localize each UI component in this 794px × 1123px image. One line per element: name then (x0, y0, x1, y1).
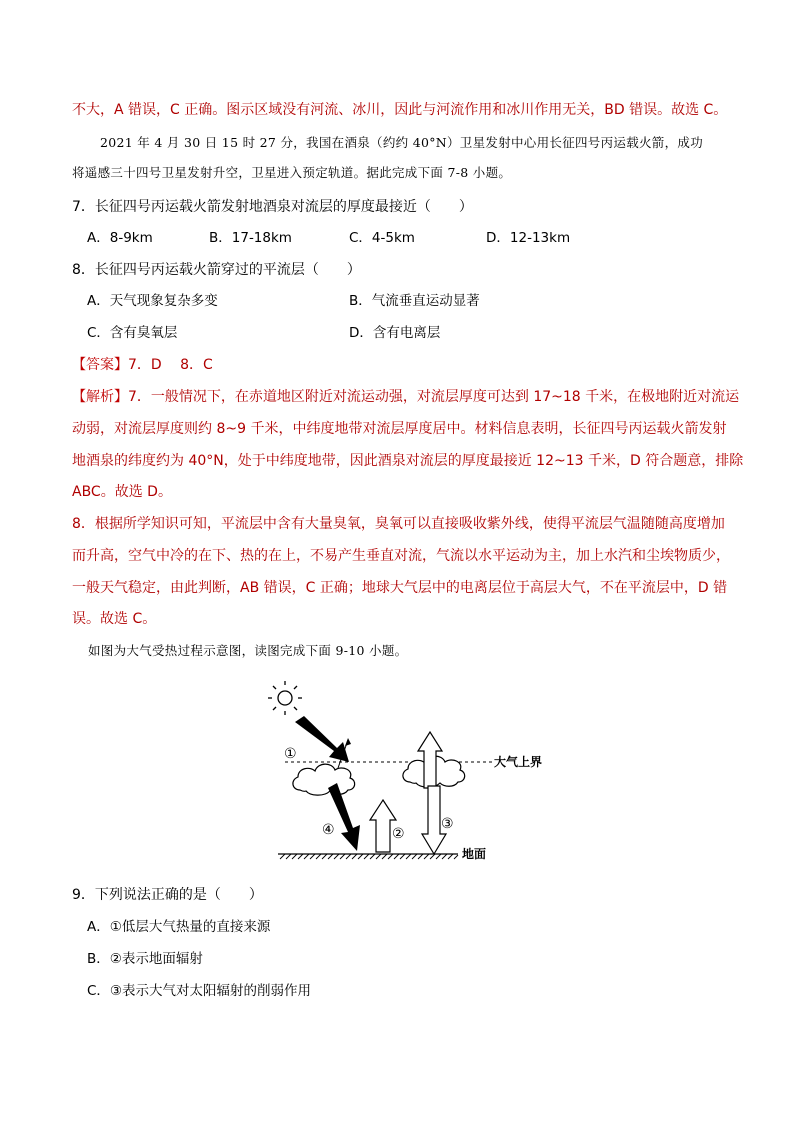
q8-option-a[interactable]: A．天气现象复杂多变 (87, 293, 218, 309)
question-9-stem: 9．下列说法正确的是（ ） (72, 887, 263, 903)
analysis-7-line-4: ABC。故选 D。 (72, 484, 172, 500)
reflection-arrowhead (345, 738, 351, 746)
figure-intro: 如图为大气受热过程示意图，读图完成下面 9-10 小题。 (88, 643, 408, 658)
analysis-label: 【解析】 (72, 389, 128, 405)
answer-label: 【答案】 (72, 357, 128, 373)
analysis-7-line-2: 动弱，对流层厚度则约 8~9 千米，中纬度地带对流层厚度居中。材料信息表明，长征四号丙运载火箭发射 (72, 421, 727, 437)
previous-analysis-ending: 不大，A 错误，C 正确。图示区域没有河流、冰川，因此与河流作用和冰川作用无关，BD 错误。故选 C。 (72, 102, 728, 118)
upper-atmosphere-label: 大气上界 (494, 755, 543, 769)
answer-value: 7．D 8．C (128, 357, 213, 373)
atmosphere-heating-diagram (260, 676, 550, 866)
question-8-stem: 8．长征四号丙运载火箭穿过的平流层（ ） (72, 262, 361, 278)
solar-radiation-arrow (295, 716, 349, 762)
analysis-8-line-2: 而升高，空气中冷的在下、热的在上，不易产生垂直对流，气流以水平运动为主，加上水汽和尘埃物质少， (72, 548, 730, 564)
analysis-8-line-4: 误。故选 C。 (72, 611, 157, 627)
q9-option-c[interactable]: C．③表示大气对太阳辐射的削弱作用 (87, 983, 312, 999)
q8-option-b[interactable]: B．气流垂直运动显著 (349, 293, 480, 309)
left-cloud (293, 764, 355, 795)
mark-2: ② (392, 826, 405, 842)
mark-1: ① (284, 746, 297, 762)
mark-3: ③ (441, 816, 454, 832)
mark-4: ④ (322, 822, 335, 838)
question-7-stem: 7．长征四号丙运载火箭发射地酒泉对流层的厚度最接近（ ） (72, 199, 473, 215)
material-intro-line-2: 将遥感三十四号卫星发射升空，卫星进入预定轨道。据此完成下面 7-8 小题。 (72, 165, 512, 180)
q7-option-c[interactable]: C．4-5km (349, 230, 415, 246)
analysis-8-line-3: 一般天气稳定，由此判断，AB 错误，C 正确；地球大气层中的电离层位于高层大气，不在平流层中，D 错 (72, 580, 728, 596)
q8-option-c[interactable]: C．含有臭氧层 (87, 325, 178, 341)
analysis-7-line-1 (72, 387, 739, 407)
sun-icon (268, 681, 302, 715)
analysis-7-line-3: 地酒泉的纬度约为 40°N，处于中纬度地带，因此酒泉对流层的厚度最接近 12~13 千米，D 符合题意，排除 (72, 453, 744, 469)
analysis-8-line-1: 8．根据所学知识可知，平流层中含有大量臭氧，臭氧可以直接吸收紫外线，使得平流层气温随随高度增加 (72, 516, 725, 532)
q7-option-b[interactable]: B．17-18km (209, 230, 292, 246)
ground-label: 地面 (462, 847, 487, 861)
q7-option-d[interactable]: D．12-13km (486, 230, 571, 246)
material-intro-line-1: 2021 年 4 月 30 日 15 时 27 分，我国在酒泉（约约 40°N）卫星发射中心用长征四号丙运载火箭，成功 (100, 135, 704, 150)
analysis-7-text-1: 7．一般情况下，在赤道地区附近对流运动强，对流层厚度可达到 17~18 千米，在极地附近对流运 (128, 389, 740, 405)
ground (278, 854, 458, 859)
answer-line (72, 355, 213, 375)
q9-option-a[interactable]: A．①低层大气热量的直接来源 (87, 919, 271, 935)
q9-option-b[interactable]: B．②表示地面辐射 (87, 951, 203, 967)
q7-option-a[interactable]: A．8-9km (87, 230, 153, 246)
q8-option-d[interactable]: D．含有电离层 (349, 325, 441, 341)
